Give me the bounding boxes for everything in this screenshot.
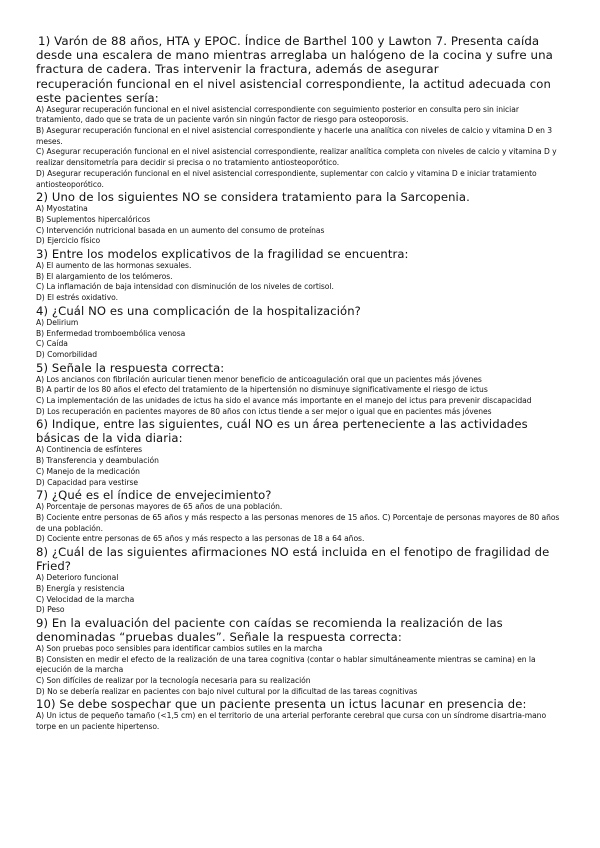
question-6-option-a: A) Continencia de esfínteres xyxy=(36,445,143,455)
question-8-option-a: A) Deterioro funcional xyxy=(36,573,119,583)
question-8-option-c: C) Velocidad de la marcha xyxy=(36,594,135,604)
question-6-text: 6) Indique, entre las siguientes, cuál NO es un área perteneciente a las actividades básicas de la vida diaria: xyxy=(36,417,528,446)
question-6-option-d: D) Capacidad para vestirse xyxy=(36,477,138,487)
question-10-option-a: A) Un ictus de pequeño tamaño (<1,5 cm) en el territorio de una arterial perforante cerebral que cursa con un síndrome disartria-mano torpe en un paciente hipertenso. xyxy=(36,711,547,732)
question-4-option-a: A) Delirium xyxy=(36,317,79,327)
question-1-option-a: A) Asegurar recuperación funcional en el nivel asistencial correspondiente con seguimiento posterior en consulta pero sin iniciar tratamiento, dado que se trata de un paciente varón sin ningún factor de riesgo para osteoporosis. xyxy=(36,104,519,125)
question-3-option-d: D) El estrés oxidativo. xyxy=(36,293,118,303)
question-4-option-b: B) Enfermedad tromboembólica venosa xyxy=(36,328,186,338)
question-5-option-b: B) A partir de los 80 años el efecto del tratamiento de la hipertensión no disminuye significativamente el riesgo de ictus xyxy=(36,385,488,395)
question-4-text: 4) ¿Cuál NO es una complicación de la hospitalización? xyxy=(36,303,361,318)
question-9-option-c: C) Son difíciles de realizar por la tecnología necesaria para su realización xyxy=(36,676,311,686)
question-3-text: 3) Entre los modelos explicativos de la fragilidad se encuentra: xyxy=(36,247,409,262)
question-7-option-d: D) Cociente entre personas de 65 años y más respecto a las personas de 18 a 64 años. xyxy=(36,534,365,544)
question-7-option-b: B) Cociente entre personas de 65 años y más respecto a las personas menores de 15 años. C) Porcentaje de personas mayores de 80 años de una población. xyxy=(36,513,560,533)
question-1-text-continued: recuperación funcional en el nivel asistencial correspondiente, la actitud adecuada con este pacientes sería: xyxy=(36,76,551,105)
question-2-option-b: B) Suplementos hipercalóricos xyxy=(36,214,151,224)
question-7-option-a: A) Porcentaje de personas mayores de 65 años de una población. xyxy=(36,502,283,512)
question-10-text: 10) Se debe sospechar que un paciente presenta un ictus lacunar en presencia de: xyxy=(36,697,527,712)
question-1-option-c: C) Asegurar recuperación funcional en el nivel asistencial correspondiente, realizar analítica completa con niveles de calcio y vitamina D y realizar densitometría para decidir si precisa o no tratamiento antiosteoporótico. xyxy=(36,147,557,168)
question-9-option-d: D) No se debería realizar en pacientes con bajo nivel cultural por la dificultad de las tareas cognitivas xyxy=(36,686,418,696)
question-2-option-c: C) Intervención nutricional basada en un aumento del consumo de proteínas xyxy=(36,225,325,235)
question-8-option-b: B) Energía y resistencia xyxy=(36,583,125,593)
question-8-option-d: D) Peso xyxy=(36,605,65,615)
question-2-option-a: A) Myostatina xyxy=(36,204,88,214)
question-1-option-b: B) Asegurar recuperación funcional en el nivel asistencial correspondiente y hacerle una analítica con niveles de calcio y vitamina D en 3 meses. xyxy=(36,126,553,146)
question-5-option-d: D) Los recuperación en pacientes mayores de 80 años con ictus tiende a ser mejor o igual que en pacientes más jóvenes xyxy=(36,406,492,416)
question-8-text: 8) ¿Cuál de las siguientes afirmaciones NO está incluida en el fenotipo de fragilidad de Fried? xyxy=(36,545,550,574)
question-5-option-c: C) La implementación de las unidades de ictus ha sido el avance más importante en el manejo del ictus para prevenir discapacidad xyxy=(36,396,532,406)
question-7-text: 7) ¿Qué es el índice de envejecimiento? xyxy=(36,488,272,503)
question-5-option-a: A) Los ancianos con fibrilación auricular tienen menor beneficio de anticoagulación oral que un pacientes más jóvenes xyxy=(36,374,482,384)
question-3-option-b: B) El alargamiento de los telómeros. xyxy=(36,271,173,281)
question-1-text: 1) Varón de 88 años, HTA y EPOC. Índice de Barthel 100 y Lawton 7. Presenta caída desde una escalera de mano mientras arreglaba un halógeno de la cocina y sufre una fractura de cadera. Tras intervenir la fractura, además de asegurar xyxy=(36,34,554,77)
question-1-option-d: D) Asegurar recuperación funcional en el nivel asistencial correspondiente, suplementar con calcio y vitamina D e iniciar tratamiento antiosteoporótico. xyxy=(36,168,537,189)
question-6-option-c: C) Manejo de la medicación xyxy=(36,466,140,476)
question-9-text: 9) En la evaluación del paciente con caídas se recomienda la realización de las denominadas “pruebas duales”. Señale la respuesta correcta: xyxy=(36,615,503,644)
question-5-text: 5) Señale la respuesta correcta: xyxy=(36,360,225,375)
question-6-option-b: B) Transferencia y deambulación xyxy=(36,456,159,466)
question-3-option-c: C) La inflamación de baja intensidad con disminución de los niveles de cortisol. xyxy=(36,282,334,292)
question-2-option-d: D) Ejercicio físico xyxy=(36,236,101,246)
question-3-option-a: A) El aumento de las hormonas sexuales. xyxy=(36,261,192,271)
question-2-text: 2) Uno de los siguientes NO se considera tratamiento para la Sarcopenia. xyxy=(36,190,470,205)
question-4-option-d: D) Comorbilidad xyxy=(36,349,98,359)
question-9-option-a: A) Son pruebas poco sensibles para identificar cambios sutiles en la marcha xyxy=(36,643,323,653)
question-4-option-c: C) Caída xyxy=(36,339,68,349)
question-9-option-b: B) Consisten en medir el efecto de la realización de una tarea cognitiva (contar o hablar simultáneamente mientras se camina) en la ejecución de la marcha xyxy=(36,654,536,675)
